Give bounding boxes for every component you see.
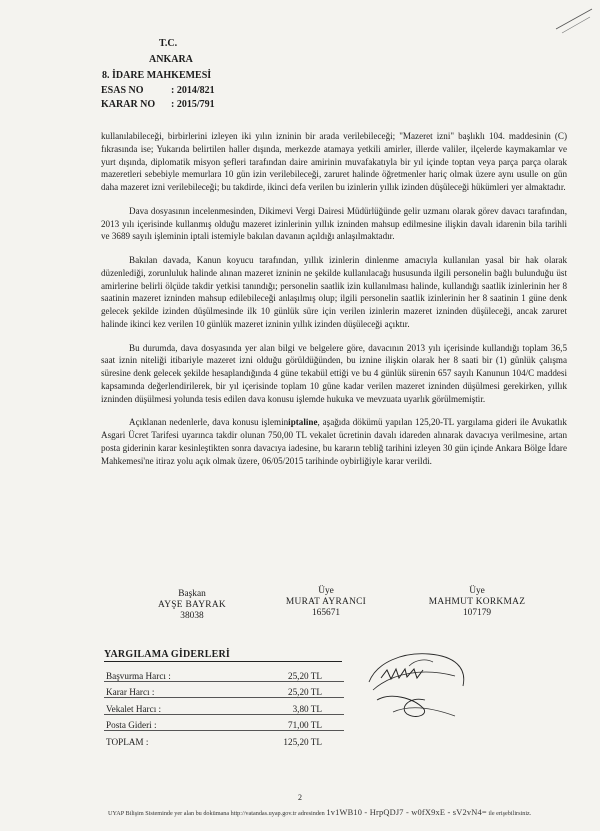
cost-label: TOPLAM : [106,736,149,747]
signature-name: AYŞE BAYRAK [158,600,226,610]
signature-number: 107179 [462,608,492,618]
signature-number: 165671 [311,608,341,618]
table-row-total [104,731,344,747]
decision-body [101,130,567,478]
verification-footer [108,808,578,817]
signature-role: Üye [318,586,334,596]
costs-title: YARGILAMA GİDERLERİ [104,649,342,662]
cost-amount: 25,20 TL [246,681,344,698]
cost-label: Posta Gideri : [104,714,246,731]
paragraph-case-facts: Dava dosyasının incelenmesinden, Dikimevi Vergi Dairesi Müdürlüğünde gelir uzmanı olarak görev davacı tarafından, 2013 yılı içerisinde kullanmış olduğu mazeret izinlerinin yıllık izninden mahsup edilmesine ilişkin davalı idarenin bila tarihli ve 3689 sayılı işleminin iptali istemiyle bakılan davanın açıldığı anlaşılmaktadır. [101,205,567,242]
table-row [104,698,344,715]
esas-label: ESAS NO [101,85,144,96]
signature-president [137,589,247,622]
header-line-court: 8. İDARE MAHKEMESİ [102,70,212,81]
paragraph-conclusion: Bu durumda, dava dosyasında yer alan bilgi ve belgelere göre, davacının 2013 yılı içerisinde kullandığı toplam 36,5 saat iznin niteliği itibariyle mazeret izni olduğu görüldüğünden, bu iznine ilişkin olarak her 8 saati bir (1) günlük çalışma süresine denk gelecek şekilde hesaplandığında 4 güne tekabül ettiği ve bu 4 günlük sürenin 657 sayılı Kanunun 104/C maddesi kapsamında değerlendirilerek, bir yıl içerisinde toplam 10 güne kadar verilen mazeret izninden düşülmesi gerekirken, yıllık izninden düşülmesi yolunda tesis edilen dava konusu işlemde hukuka ve mevzuata uyarlık görülmemiştir. [101,342,567,404]
cost-label: Başvurma Harcı : [104,665,246,681]
signature-name: MAHMUT KORKMAZ [428,597,526,607]
page-number: 2 [298,793,302,802]
signature-name: MURAT AYRANCI [285,597,367,607]
paragraph-legal-basis: kullanılabileceği, birbirlerini izleyen iki yılın izninin bir arada verilebileceği; "Mazeret izni" başlıklı 104. maddesinin (C) fıkrasında ise; Yukarıda belirtilen haller dışında, merkezde atamaya yetkili amirler, illerde valiler, ilçelerde kaymakamlar ve yurt dışında, diplomatik misyon şefleri tarafından daire amirinin muvafakatıyla bir yıl içinde toptan veya parça parça olarak mazeretleri sebebiyle memurlara 10 gün izin verilebileceği, zaruret halinde öğretmenler hariç olmak üzere aynı usulle on gün daha mazeret izni verilebileceği; bu takdirde, ikinci defa verilen bu izinlerin yıllık izinden düşüleceği hükümleri yer almaktadır. [101,131,567,192]
karar-label: KARAR NO [101,99,156,110]
signature-member-1 [266,586,386,619]
cost-amount: 125,20 TL [283,736,322,747]
stamp-scribble-icon [363,642,473,724]
paragraph-ruling: Açıklanan nedenlerle, dava konusu işleminiptaline, aşağıda dökümü yapılan 125,20-TL yargılama gideri ile Avukatlık Asgari Ücret Tarifesi uyarınca takdir olunan 750,00 TL vekalet ücretinin davalı idareden alınarak davacıya verilmesine, artan posta giderinin karar kesinleştikten sonra davacıya iadesine, bu kararın tebliğ tarihini izleyen 30 gün içinde Ankara Bölge İdare Mahkemesi'ne itiraz yolu açık olmak üzere, 06/05/2015 tarihinde oybirliğiyle karar verildi. [101,417,567,466]
table-row [104,681,344,698]
footer-suffix: ile erişebilirsiniz. [488,810,532,817]
table-row [104,665,344,681]
verification-code: 1v1WB10 - HrpQDJ7 - w0fX9xE - sV2vN4= [326,808,487,817]
cost-label: Karar Harcı : [104,681,246,698]
signature-role: Üye [469,586,485,596]
paragraph-evaluation: Bakılan davada, Kanun koyucu tarafından, yıllık izinlerin dinlenme amacıyla kullanılan yasal bir hak olarak düzenlediği, zorunluluk halinde alınan mazeret izninin ne şekilde kullanılacağı hususunda ilgili personelin bağlı bulunduğu üst amirlerine belirli ölçüde takdir yetkisi tanındığı; personelin saatlik izin kullanılması halinde, kullandığı saatlik izinlerinin her 8 saatinin mazeret izninden mahsup edilebileceği anlaşılmış olup; ilgili personelin saatlik izinlerinin her 8 saatinin 1 günе denk gelecek şekilde izinden düşülmesinde ilk 10 günlük süre için verilen izinlerin mazeret izninden düşüleceği, ancak zaruret halinde ikinci kez verilen 10 günlük mazeret izninin yıllık izinden düşüleceği açıktır. [101,255,567,329]
cost-amount: 25,20 TL [246,665,344,681]
header-line-city: ANKARA [149,54,193,65]
signature-member-2 [412,586,542,619]
karar-value: : 2015/791 [171,99,215,110]
header-line-tc: T.C. [159,38,178,49]
signature-number: 38038 [180,611,204,621]
cost-amount: 71,00 TL [246,714,344,731]
table-row [104,714,344,731]
cost-label: Vekalet Harcı : [104,698,246,715]
footer-text: UYAP Bilişim Sisteminde yer alan bu dokümana http://vatandas.uyap.gov.tr adresinden [108,810,325,817]
cost-amount: 3,80 TL [246,698,344,715]
costs-grid [104,665,344,747]
signature-role: Başkan [178,589,206,599]
emphasis-text: iptaline [288,417,318,428]
esas-value: : 2014/821 [171,85,215,96]
scan-mark-icon [552,5,596,35]
costs-table [104,649,344,747]
